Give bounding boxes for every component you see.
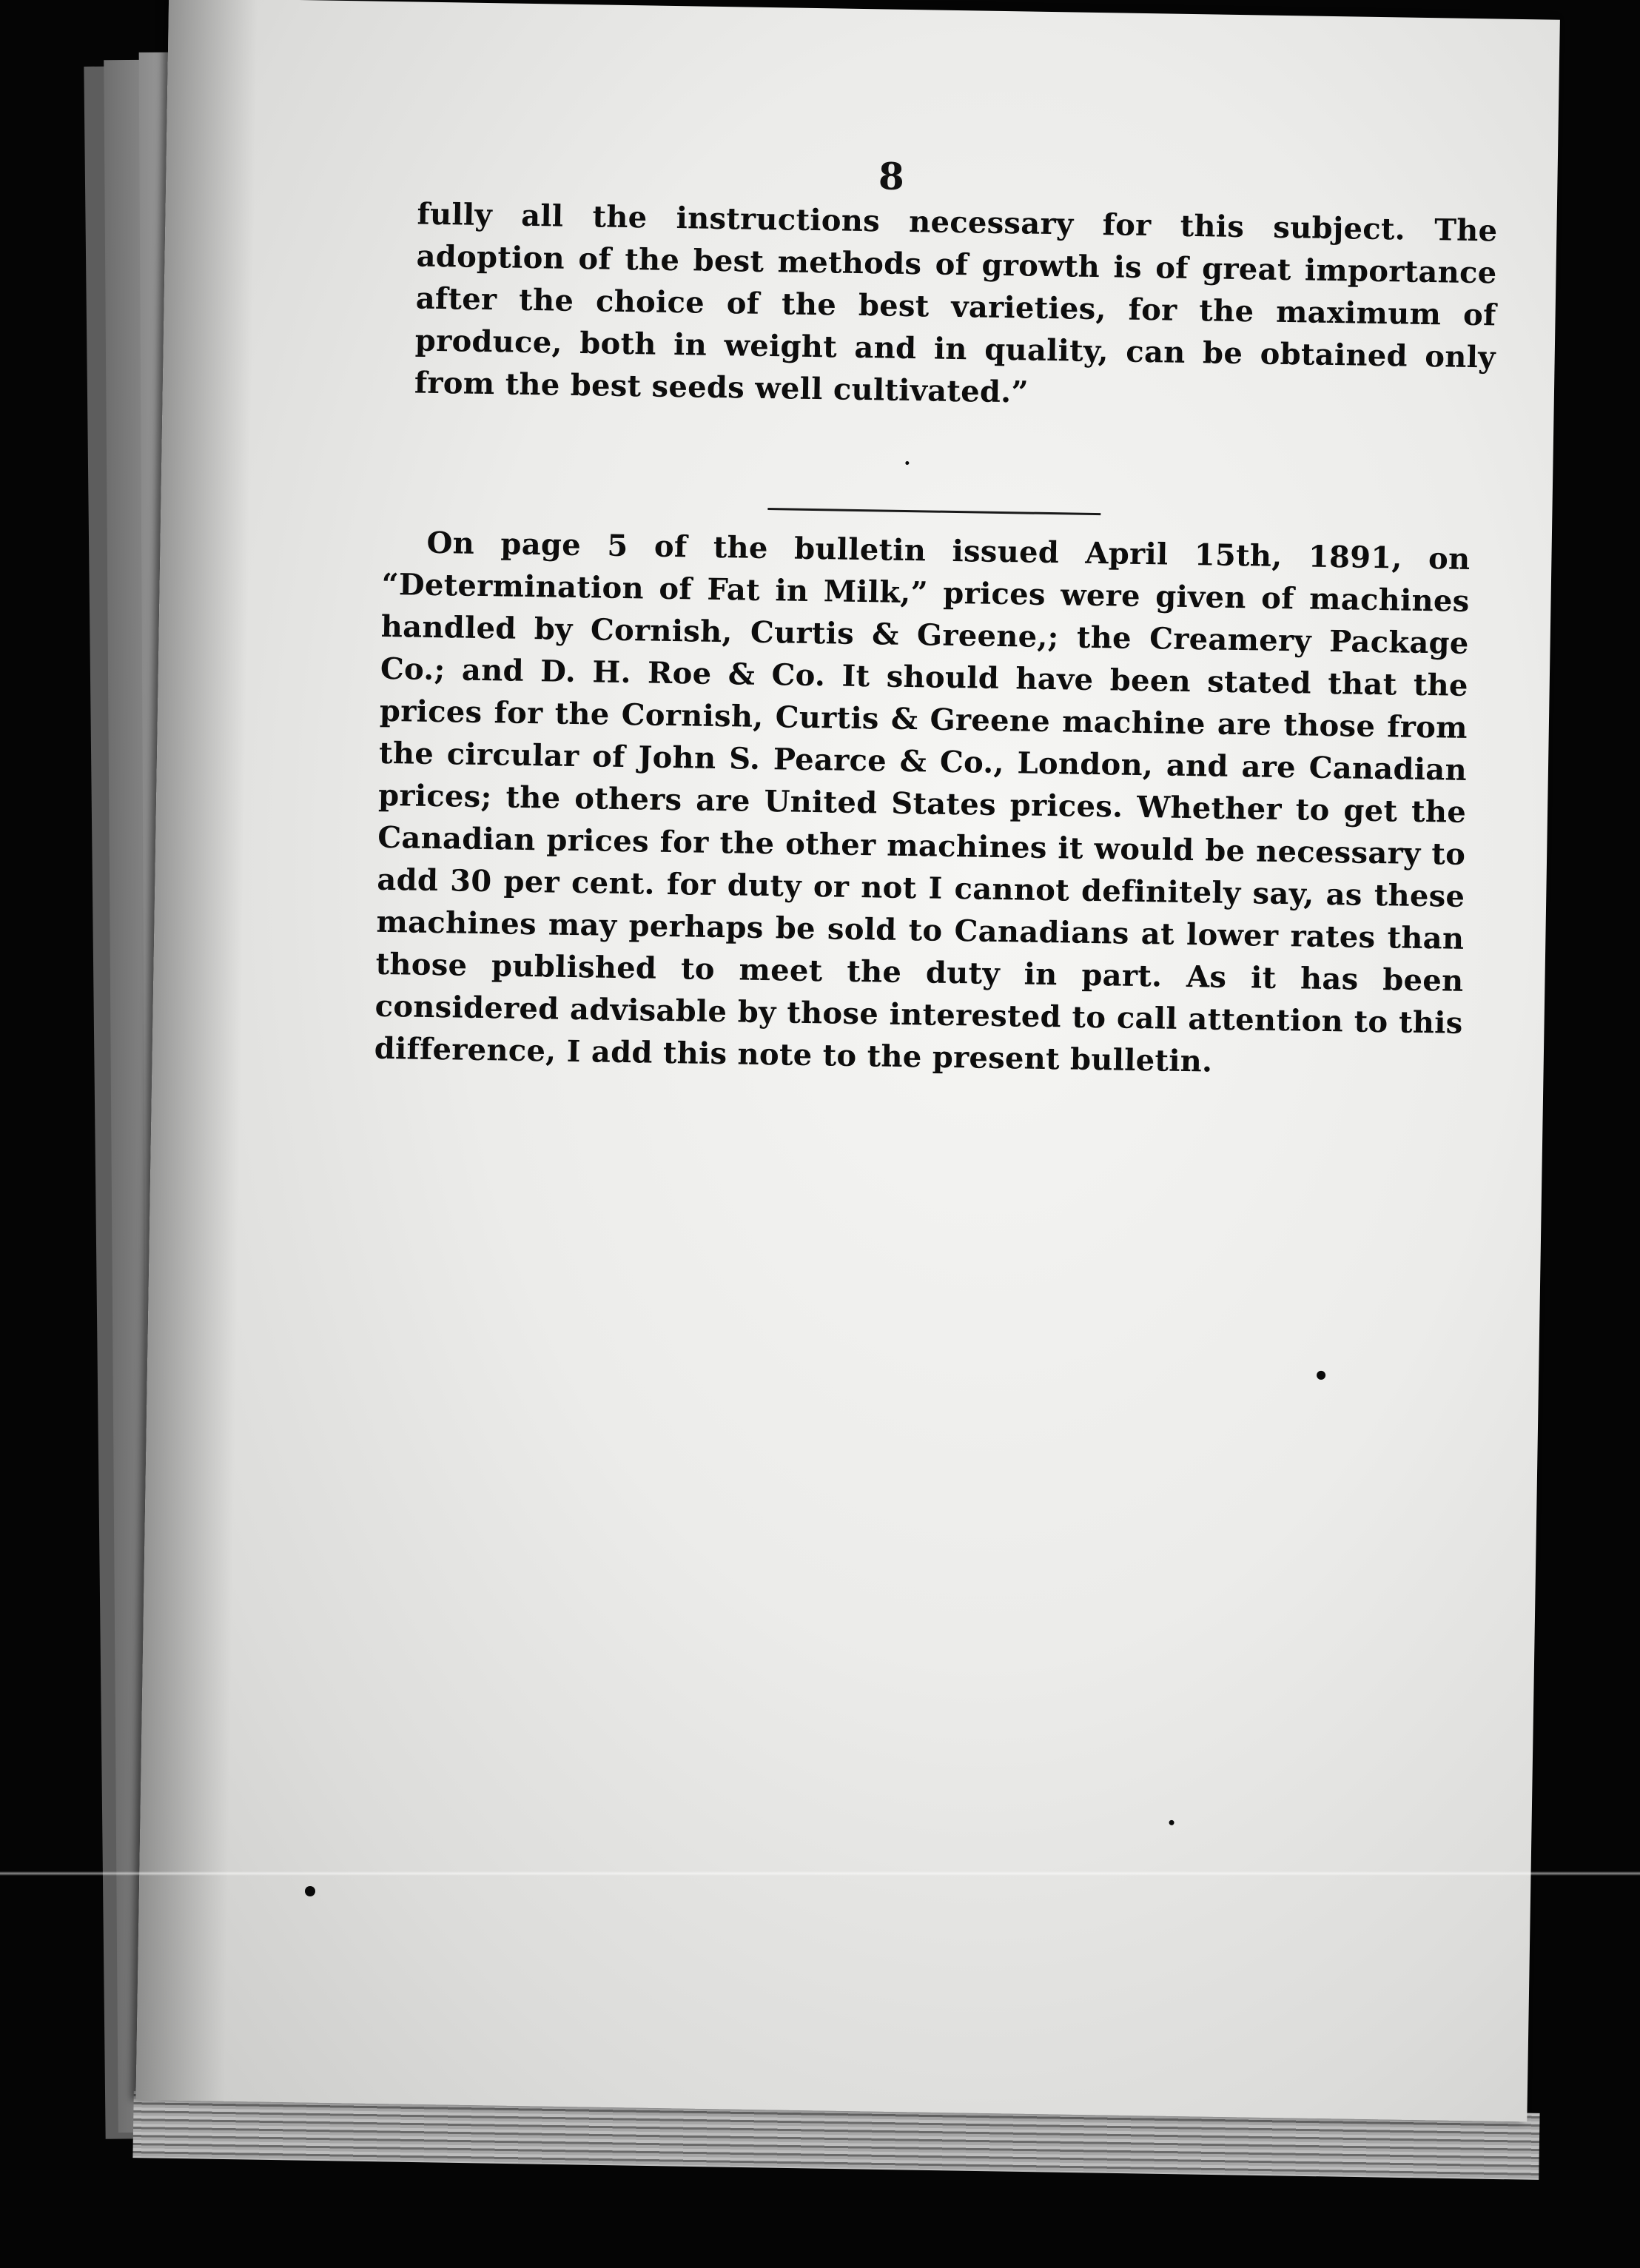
- paragraph-bulletin-note: On page 5 of the bulletin issued April 15th, 1891, on “Determination of Fat in Milk,” prices were given of machines handled by Cornish, Curtis & Greene,; the Creamery Package Co.; and D. H. Roe & Co. It should have been stated that the prices for the Cornish, Curtis & Greene machine are those from the circular of John S. Pearce & Co., London, and are Canadian prices; the others are United States prices. Whether to get the Canadian prices for the other machines it would be necessary to add 30 per cent. for duty or not I cannot definitely say, as these machines may perhaps be sold to Canadians at lower rates than those published to meet the duty in part. As it has been considered advisable by those interested to call attention to this difference, I add this note to the present bulletin.: [374, 525, 1471, 1079]
- paragraph-continued: fully all the instructions necessary for this subject. The adoption of the best methods of growth is of great importance after the choice of the best varieties, for the maximum of produce, both in weight and in quality, can be obtained only from the best seeds well cultivated.”: [414, 196, 1498, 410]
- ink-speck: [305, 1886, 315, 1896]
- ink-speck: [1317, 1371, 1325, 1380]
- ink-speck: [905, 461, 909, 465]
- book-page: [136, 0, 1560, 2121]
- scan-line-artifact: [0, 1871, 1640, 1876]
- page-number: 8: [878, 154, 905, 198]
- section-divider-rule: [767, 508, 1100, 515]
- ink-speck: [1169, 1820, 1174, 1825]
